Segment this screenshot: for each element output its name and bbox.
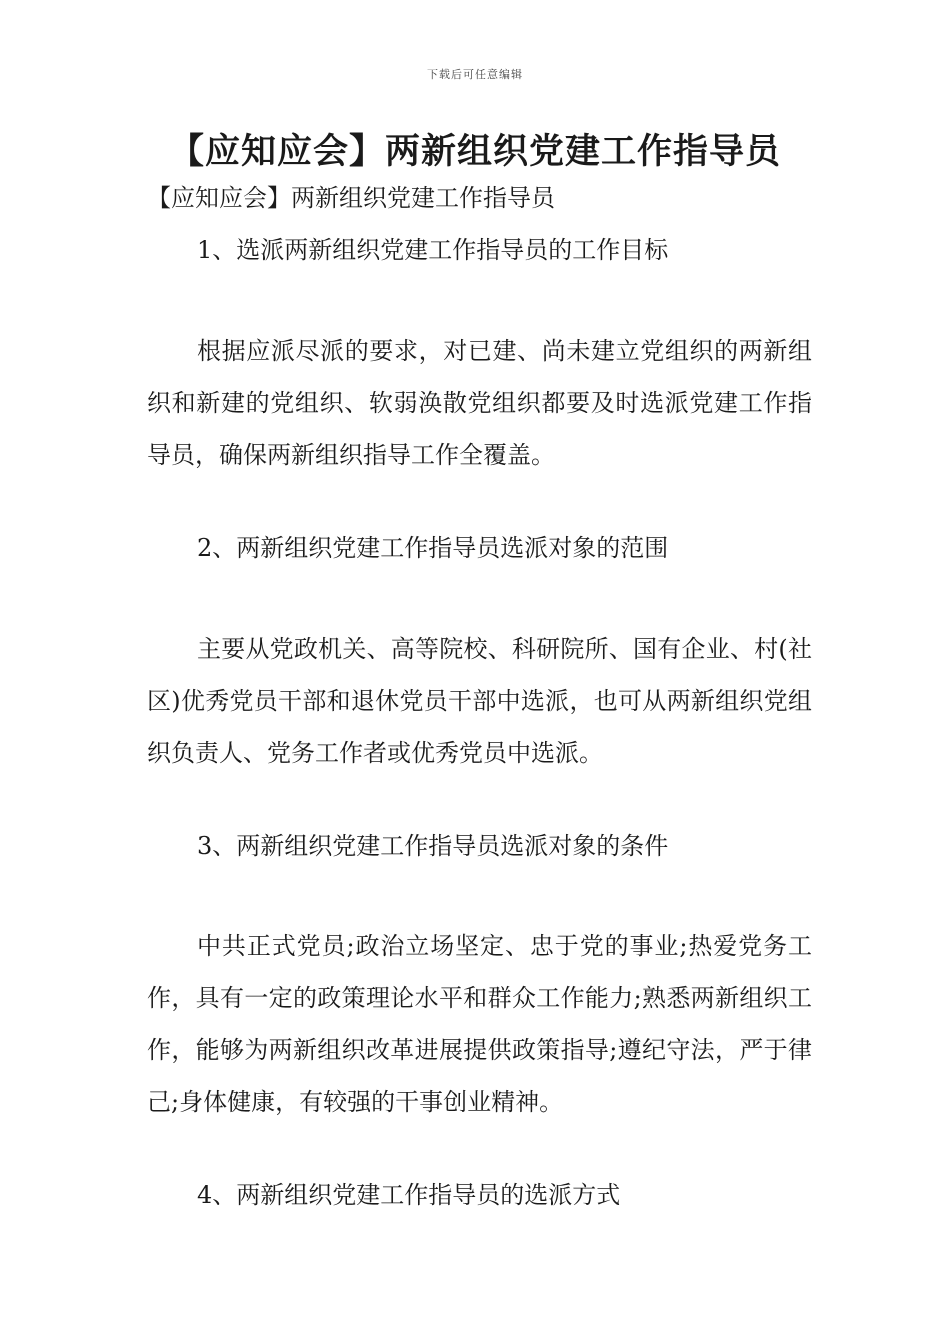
section-heading-4: 4、两新组织党建工作指导员的选派方式 (197, 1181, 621, 1209)
header-note: 下载后可任意编辑 (427, 68, 523, 81)
section-body-1: 根据应派尽派的要求，对已建、尚未建立党组织的两新组织和新建的党组织、软弱涣散党组织都要及时选派党建工作指导员，确保两新组织指导工作全覆盖。 (147, 337, 812, 469)
section-heading-1: 1、选派两新组织党建工作指导员的工作目标 (197, 236, 669, 264)
document-title: 【应知应会】两新组织党建工作指导员 (168, 132, 781, 172)
document-subtitle: 【应知应会】两新组织党建工作指导员 (147, 184, 555, 212)
section-body-2: 主要从党政机关、高等院校、科研院所、国有企业、村(社区)优秀党员干部和退休党员干部中选派，也可从两新组织党组织负责人、党务工作者或优秀党员中选派。 (147, 635, 812, 767)
section-heading-2: 2、两新组织党建工作指导员选派对象的范围 (197, 534, 669, 562)
section-body-3: 中共正式党员;政治立场坚定、忠于党的事业;热爱党务工作，具有一定的政策理论水平和群众工作能力;熟悉两新组织工作，能够为两新组织改革进展提供政策指导;遵纪守法，严于律己;身体健康，有较强的干事创业精神。 (147, 932, 812, 1116)
section-heading-3: 3、两新组织党建工作指导员选派对象的条件 (197, 832, 669, 860)
